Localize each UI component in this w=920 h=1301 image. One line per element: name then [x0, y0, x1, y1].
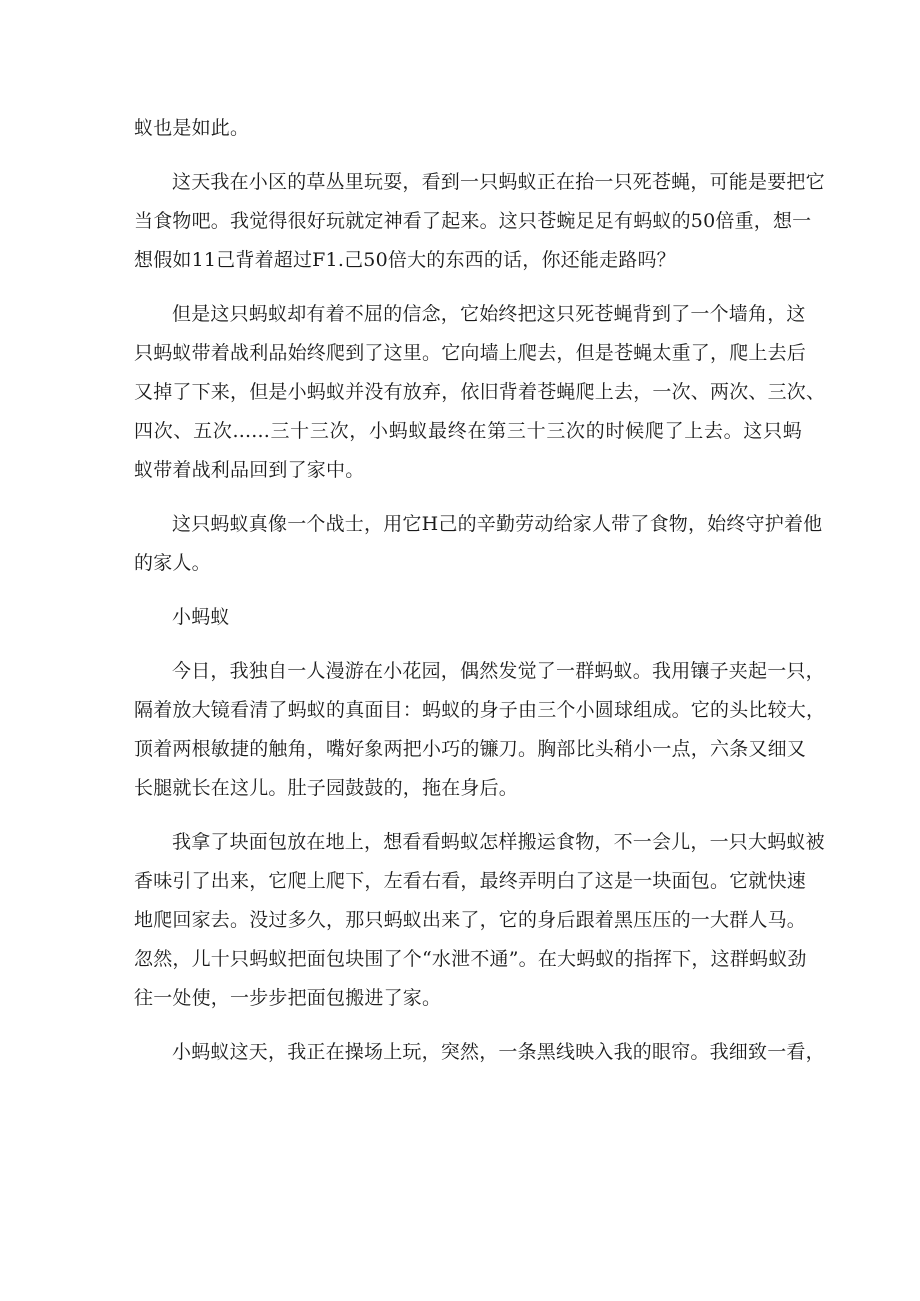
document-body	[134, 109, 826, 1072]
paragraph-line: 当食物吧。我觉得很好玩就定神看了起来。这只苍蜿足足有蚂蚁的50倍重，想一	[134, 210, 812, 232]
paragraph-line: 四次、五次......三十三次，小蚂蚁最终在第三十三次的时候爬了上去。这只蚂	[134, 420, 802, 442]
paragraph-gap	[134, 1018, 802, 1033]
paragraph-gap	[134, 148, 802, 163]
paragraph-line: 长腿就长在这儿。肚子园鼓鼓的，拖在身后。	[134, 777, 519, 799]
paragraph-gap	[134, 280, 802, 295]
paragraph-line: 今日，我独自一人漫游在小花园，偶然发觉了一群蚂蚁。我用镶子夹起一只，	[172, 660, 825, 682]
paragraph-line: 我拿了块面包放在地上，想看看蚂蚁怎样搬运食物，不一会儿，一只大蚂蚁被	[172, 831, 825, 853]
paragraph-gap	[134, 583, 802, 598]
paragraph-line: 只蚂蚁带着战利品始终爬到了这里。它向墙上爬去，但是苍蝇太重了，爬上去后	[134, 342, 807, 364]
paragraph-line: 的家人。	[134, 552, 211, 574]
paragraph-line: 香味引了出来，它爬上爬下，左看右看，最终弄明白了这是一块面包。它就快速	[134, 870, 807, 892]
paragraph-line: 蚁也是如此。	[134, 117, 250, 139]
paragraph-gap	[134, 490, 802, 505]
paragraph-line: 往一处使，一步步把面包搬进了家。	[134, 987, 442, 1009]
paragraph-line: 顶着两根敏捷的触角，嘴好象两把小巧的镰刀。胸部比头稍小一点，六条又细又	[134, 738, 807, 760]
paragraph-line: 想假如11己背着超过F1.己50倍大的东西的话，你还能走路吗？	[134, 249, 676, 271]
paragraph-line: 又掉了下来，但是小蚂蚁并没有放弃，依旧背着苍蝇爬上去，一次、两次、三次、	[134, 381, 826, 403]
paragraph-gap	[134, 637, 802, 652]
paragraph-line: 这天我在小区的草丛里玩耍，看到一只蚂蚁正在抬一只死苍蝇，可能是要把它	[172, 171, 825, 193]
paragraph-line: 蚁带着战利品回到了家中。	[134, 459, 365, 481]
paragraph-gap	[134, 808, 802, 823]
paragraph-line: 这只蚂蚁真像一个战士，用它H己的辛勤劳动给家人带了食物，始终守护着他	[172, 513, 823, 535]
paragraph-line: 但是这只蚂蚁却有着不屈的信念，它始终把这只死苍蝇背到了一个墙角，这	[172, 303, 806, 325]
paragraph-line: 隔着放大镜看清了蚂蚁的真面目：蚂蚁的身子由三个小圆球组成。它的头比较大，	[134, 699, 826, 721]
paragraph-line: 地爬回家去。没过多久，那只蚂蚁出来了，它的身后跟着黑压压的一大群人马。	[134, 909, 807, 931]
section-title: 小蚂蚁	[172, 606, 230, 628]
paragraph-line: 忽然，儿十只蚂蚁把面包块围了个“水泄不通”。在大蚂蚁的指挥下，这群蚂蚁劲	[134, 948, 807, 970]
paragraph-line: 小蚂蚁这天，我正在操场上玩，突然，一条黑线映入我的眼帘。我细致一看，	[172, 1041, 825, 1063]
